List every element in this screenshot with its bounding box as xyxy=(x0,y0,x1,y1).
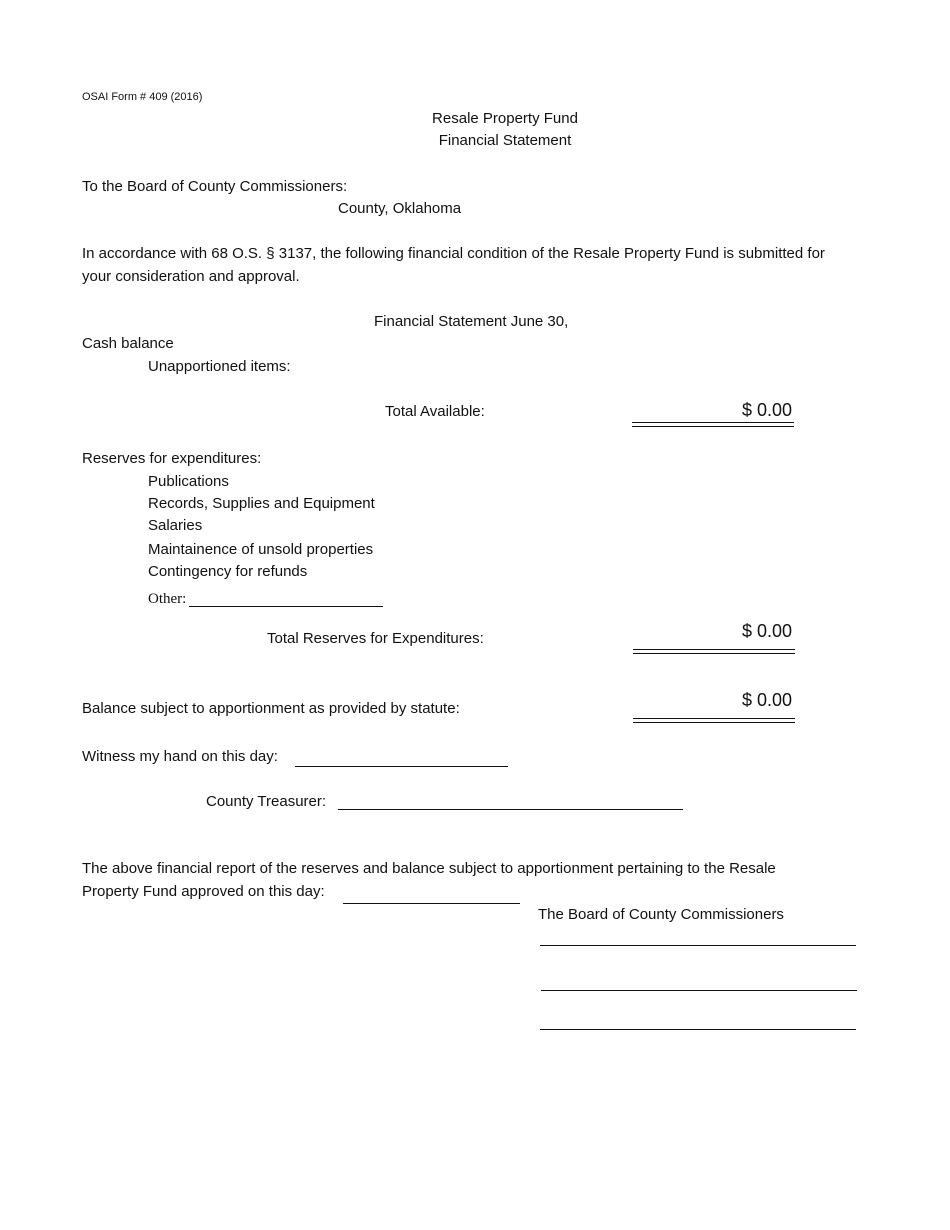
reserve-item: Contingency for refunds xyxy=(148,563,308,580)
reserve-item: Records, Supplies and Equipment xyxy=(148,495,375,512)
other-label: Other: xyxy=(148,591,187,607)
total-available-underline xyxy=(632,422,794,427)
commissioner-signature-line[interactable] xyxy=(541,990,857,991)
unapportioned-label: Unapportioned items: xyxy=(148,358,291,375)
intro-line-2: your consideration and approval. xyxy=(82,268,300,285)
commissioner-signature-line[interactable] xyxy=(540,1029,856,1030)
intro-line-1: In accordance with 68 O.S. § 3137, the following financial condition of the Resale Property Fund is submitted for xyxy=(82,245,825,262)
other-input-line[interactable] xyxy=(189,606,383,607)
approval-line-2: Property Fund approved on this day: xyxy=(82,883,325,900)
board-label: The Board of County Commissioners xyxy=(538,906,784,923)
commissioner-signature-line[interactable] xyxy=(540,945,856,946)
page-subtitle: Financial Statement xyxy=(438,132,572,149)
balance-value[interactable]: $ 0.00 xyxy=(741,690,792,710)
reserve-item: Salaries xyxy=(148,517,203,534)
approval-date-line[interactable] xyxy=(343,903,520,904)
reserve-item: Publications xyxy=(148,473,229,490)
total-reserves-underline xyxy=(633,649,795,654)
reserve-item: Maintainence of unsold properties xyxy=(148,541,374,558)
total-reserves-label: Total Reserves for Expenditures: xyxy=(267,630,484,647)
witness-date-line[interactable] xyxy=(295,766,508,767)
treasurer-label: County Treasurer: xyxy=(206,793,327,810)
total-available-value[interactable]: $ 0.00 xyxy=(741,400,792,420)
county-label: County, Oklahoma xyxy=(338,200,462,217)
total-reserves-value[interactable]: $ 0.00 xyxy=(741,621,792,641)
balance-label: Balance subject to apportionment as provided by statute: xyxy=(82,700,460,717)
cash-balance-label: Cash balance xyxy=(82,335,174,352)
form-id: OSAI Form # 409 (2016) xyxy=(82,91,203,103)
page-title: Resale Property Fund xyxy=(432,110,578,127)
total-available-label: Total Available: xyxy=(385,403,485,420)
witness-label: Witness my hand on this day: xyxy=(82,748,278,765)
approval-line-1: The above financial report of the reserves and balance subject to apportionment pertaining to the Resale xyxy=(82,860,776,877)
treasurer-signature-line[interactable] xyxy=(338,809,683,810)
addressee: To the Board of County Commissioners: xyxy=(82,178,348,195)
balance-underline xyxy=(633,718,795,723)
reserves-heading: Reserves for expenditures: xyxy=(82,450,262,467)
statement-date-label: Financial Statement June 30, xyxy=(374,313,569,330)
